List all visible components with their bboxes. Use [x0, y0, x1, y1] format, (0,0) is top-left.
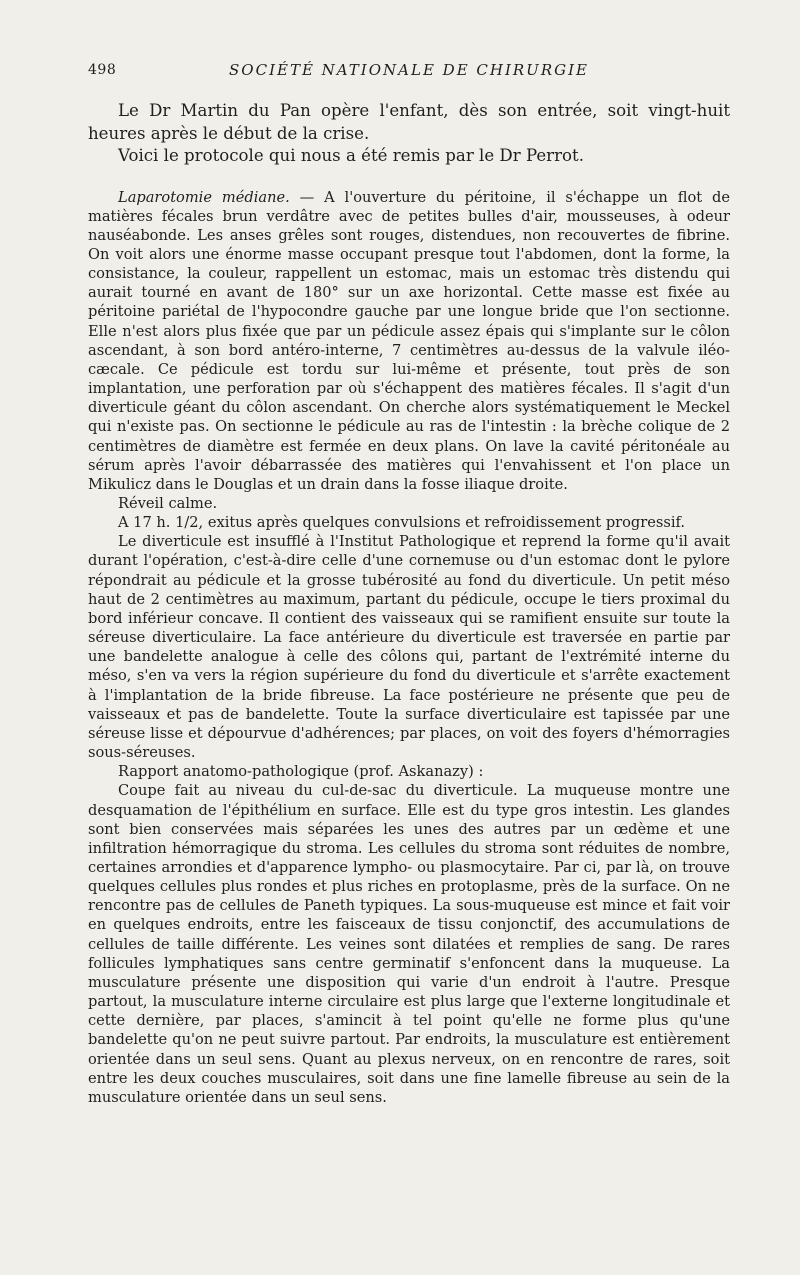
- document-page: [88, 58, 730, 1107]
- page-header: [88, 58, 730, 86]
- protocol-paragraph-text: — A l'ouverture du péritoine, il s'échappe un flot de matières fécales brun verdâtre avec de petites bulles d'air, mousseuses, à odeur nauséabonde. Les anses grêles sont rouges, distendues, non recouvertes de fibrine. On voit alors une énorme masse occupant presque tout l'abdomen, dont la forme, la consistance, la couleur, rappellent un estomac, mais un estomac très distendu qui aurait tourné en avant de 180° sur un axe horizontal. Cette masse est fixée au péritoine pariétal de l'hypocondre gauche par une longue bride que l'on sectionne. Elle n'est alors plus fixée que par un pédicule assez épais qui s'implante sur le côlon ascendant, à son bord antéro-interne, 7 centimètres au-dessus de la valvule iléo-cæcale. Ce pédicule est tordu sur lui-même et présente, tout près de son implantation, une perforation par où s'échappent des matières fécales. Il s'agit d'un diverticule géant du côlon ascendant. On cherche alors systématiquement le Meckel qui n'existe pas. On sectionne le pédicule au ras de l'intestin : la brèche colique de 2 centimètres de diamètre est fermée en deux plans. On lave la cavité péritonéale au sérum après l'avoir débarrassée des matières qui l'envahissent et l'on place un Mikulicz dans le Douglas et un drain dans la fosse iliaque droite.: [88, 188, 730, 493]
- protocol-paragraph: A 17 h. 1/2, exitus après quelques convulsions et refroidissement progressif.: [118, 514, 686, 532]
- intro-paragraph: Le Dr Martin du Pan opère l'enfant, dès son entrée, soit vingt-huit heures après le début de la crise.: [88, 101, 730, 143]
- protocol-paragraph: Coupe fait au niveau du cul-de-sac du diverticule. La muqueuse montre une desquamation de l'épithélium en surface. Elle est du type gros intestin. Les glandes sont bien conservées mais séparées les unes des autres par un œdème et une infiltration hémorragique du stroma. Les cellules du stroma sont réduites de nombre, certaines arrondies et d'apparence lympho- ou plasmocytaire. Par ci, par là, on trouve quelques cellules plus rondes et plus riches en protoplasme, près de la surface. On ne rencontre pas de cellules de Paneth typiques. La sous-muqueuse est mince et fait voir en quelques endroits, entre les faisceaux de tissu conjonctif, des accumulations de cellules de taille différente. Les veines sont dilatées et remplies de sang. De rares follicules lymphatiques sans centre germinatif s'enfoncent dans la muqueuse. La musculature présente une disposition qui varie d'un endroit à l'autre. Presque partout, la musculature interne circulaire est plus large que l'externe longitudinale et cette dernière, par places, s'amincit à tel point qu'elle ne forme plus qu'une bandelette qu'on ne peut suivre partout. Par endroits, la musculature est entièrement orientée dans un seul sens. Quant au plexus nerveux, on en rencontre de rares, soit entre les deux couches musculaires, soit dans une fine lamelle fibreuse au sein de la musculature orientée dans un seul sens.: [88, 782, 730, 1106]
- intro-section: [88, 100, 730, 168]
- page-number: 498: [88, 62, 117, 78]
- protocol-paragraph: Rapport anatomo-pathologique (prof. Askanazy) :: [118, 763, 484, 781]
- protocol-section: [88, 188, 730, 1108]
- protocol-paragraph: [88, 188, 730, 495]
- protocol-lead-in: Laparotomie médiane.: [118, 188, 290, 206]
- intro-paragraph: Voici le protocole qui nous a été remis par le Dr Perrot.: [118, 146, 584, 165]
- running-title: SOCIÉTÉ NATIONALE DE CHIRURGIE: [229, 61, 589, 79]
- protocol-paragraph: Réveil calme.: [118, 495, 218, 512]
- protocol-paragraph: Le diverticule est insufflé à l'Institut Pathologique et reprend la forme qu'il avait durant l'opération, c'est-à-dire celle d'une cornemuse ou d'un estomac dont le pylore répondrait au pédicule et la grosse tubérosité au fond du diverticule. Un petit méso haut de 2 centimètres au maximum, partant du pédicule, occupe le tiers proximal du bord inférieur concave. Il contient des vaisseaux qui se ramifient ensuite sur toute la séreuse diverticulaire. La face antérieure du diverticule est traversée en partie par une bandelette analogue à celle des côlons qui, partant de l'extrémité interne du méso, s'en va vers la région supérieure du fond du diverticule et s'arrête exactement à l'implantation de la bride fibreuse. La face postérieure ne présente que peu de vaisseaux et pas de bandelette. Toute la surface diverticulaire est tapissée par une séreuse lisse et dépourvue d'adhérences; par places, on voit des foyers d'hémorragies sous-séreuses.: [88, 533, 730, 762]
